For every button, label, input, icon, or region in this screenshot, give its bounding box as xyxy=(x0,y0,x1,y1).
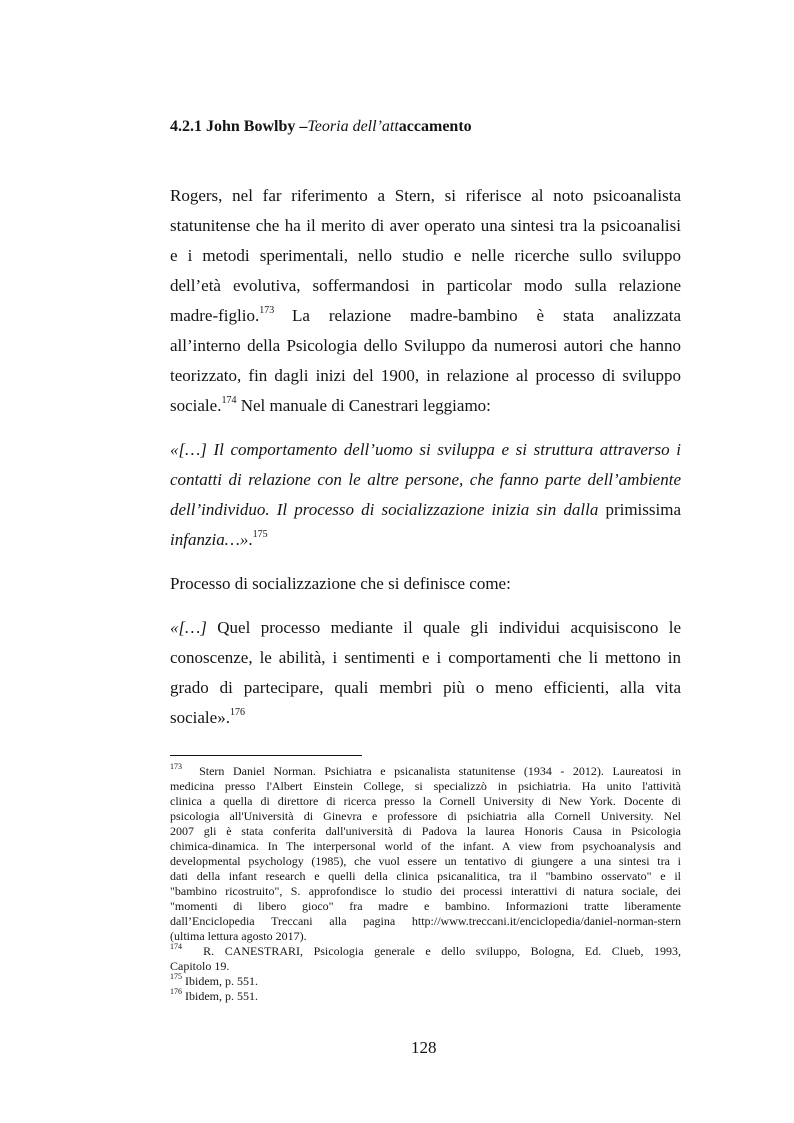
footnote-text: Ibidem, p. 551. xyxy=(185,989,258,1003)
quote-line: «[…] Il comportamento dell’uomo si sviluppa e si struttura attraverso i xyxy=(170,440,681,459)
body-line: Processo di socializzazione che si definisce come: xyxy=(170,574,511,593)
body-text: Nel manuale di Canestrari leggiamo: xyxy=(236,396,491,415)
quote-line xyxy=(170,618,681,638)
footnote-line: chimica-dinamica. In The interpersonal world of the infant. A view from psychoanalysis and xyxy=(170,839,681,853)
footnote-line: dati della infant research e quelli della clinica psicanalitica, tra il "bambino osservato" e il xyxy=(170,869,681,883)
body-text: sociale. xyxy=(170,396,222,415)
footnote-line: (ultima lettura agosto 2017). xyxy=(170,929,307,943)
footnote-ref: 176 xyxy=(229,707,245,719)
quote-line xyxy=(170,500,681,520)
footnote-line: Capitolo 19. xyxy=(170,959,230,973)
footnote-line: "momenti di libero gioco" fra madre e bambino. Informazioni tratte liberamente xyxy=(170,899,681,913)
footnote-line xyxy=(170,989,681,1003)
quote-italic: dell’individuo. Il processo di socializzazione inizia sin dalla xyxy=(170,500,599,519)
body-line: dell’età evolutiva, soffermandosi in particolar modo sulla relazione xyxy=(170,276,681,295)
footnote-line: 2007 gli è stata conferita dall'università di Padova la laurea Honoris Causa in Psicologia xyxy=(170,824,681,838)
page-number: 128 xyxy=(411,1038,437,1057)
body-line: statunitense che ha il merito di aver operato una sintesi tra la psicoanalisi xyxy=(170,216,681,235)
body-line xyxy=(170,396,681,416)
body-line: e i metodi sperimentali, nello studio e nelle ricerche sullo sviluppo xyxy=(170,246,681,265)
footnote-line xyxy=(170,764,681,778)
heading-rest: accamento xyxy=(398,118,472,135)
body-line: teorizzato, fin dagli inizi del 1900, in relazione al processo di sviluppo xyxy=(170,366,681,385)
body-line: Rogers, nel far riferimento a Stern, si riferisce al noto psicoanalista xyxy=(170,186,681,205)
footnote-line: medicina presso l'Albert Einstein College, si specializzò in psichiatria. Ha unito l'attività xyxy=(170,779,681,793)
footnote-ref: 174 xyxy=(221,395,237,407)
quote-line: grado di partecipare, quali membri più o meno efficienti, alla vita xyxy=(170,678,681,697)
footnote-line: dall’Enciclopedia Treccani alla pagina http://www.treccani.it/enciclopedia/daniel-norman-stern xyxy=(170,914,681,928)
footnote-ref: 175 xyxy=(252,529,268,541)
section-heading xyxy=(170,118,472,136)
quote-text: Quel processo mediante il quale gli individui acquisiscono le xyxy=(217,618,681,637)
quote-line xyxy=(170,708,681,728)
footnote-number: 173 xyxy=(170,762,182,771)
footnote-text: Stern Daniel Norman. Psichiatra e psicanalista statunitense (1934 - 2012). Laureatosi in xyxy=(199,764,681,778)
heading-number: 4.2.1 John Bowlby – xyxy=(170,118,308,135)
body-text: La relazione madre-bambino è stata analizzata xyxy=(292,306,681,325)
body-text: madre-figlio. xyxy=(170,306,260,325)
quote-line: contatti di relazione con le altre persone, che fanno parte dell’ambiente xyxy=(170,470,681,489)
quote-italic: «[…] xyxy=(170,618,207,637)
footnote-line: "bambino ricostruito", S. approfondisce lo studio dei processi interattivi di natura sociale, dei xyxy=(170,884,681,898)
quote-line: conoscenze, le abilità, i sentimenti e i comportamenti che li mettono in xyxy=(170,648,681,667)
footnote-text: R. CANESTRARI, Psicologia generale e dello sviluppo, Bologna, Ed. Clueb, 1993, xyxy=(203,944,682,958)
body-line: all’interno della Psicologia dello Sviluppo da numerosi autori che hanno xyxy=(170,336,681,355)
footnote-text: Ibidem, p. 551. xyxy=(185,974,258,988)
footnote-line: clinica a quella di direttore di ricerca presso la Cornell University di New York. Docente di xyxy=(170,794,681,808)
footnote-line: developmental psychology (1985), che vuol essere un tentativo di giungere a una sintesi tra i xyxy=(170,854,681,868)
footnote-line xyxy=(170,944,681,958)
footnote-divider xyxy=(170,755,362,756)
quote-line xyxy=(170,530,681,550)
footnote-number: 175 xyxy=(170,972,182,981)
footnote-ref: 173 xyxy=(259,305,275,317)
footnote-line: psicologia all'Università di Ginevra e professore di psichiatria alla Cornell University. Nel xyxy=(170,809,681,823)
quote-italic: infanzia…» xyxy=(170,530,249,549)
quote-text: sociale». xyxy=(170,708,230,727)
body-line xyxy=(170,306,681,326)
heading-italic: Teoria dell’att xyxy=(307,118,399,135)
footnote-number: 176 xyxy=(170,987,182,996)
quote-text: primissima xyxy=(605,500,681,519)
footnote-number: 174 xyxy=(170,942,182,951)
quote-text: . xyxy=(248,530,253,549)
footnote-line xyxy=(170,974,681,988)
